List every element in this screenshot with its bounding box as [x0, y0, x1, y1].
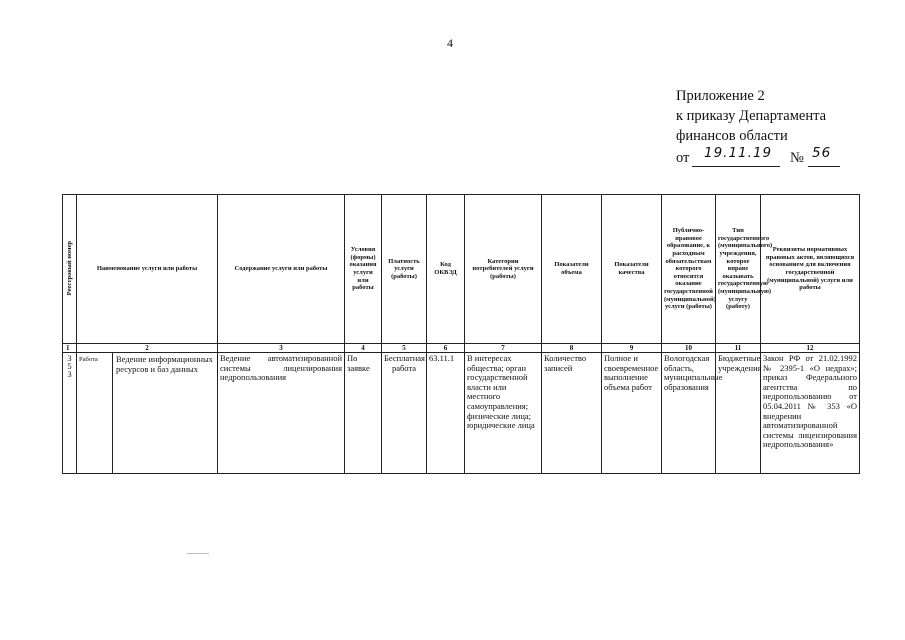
- column-number: 6: [427, 344, 465, 353]
- annex-number: 56: [812, 145, 832, 161]
- cell-paid: Бесплатная работа: [382, 353, 427, 474]
- column-number: 5: [382, 344, 427, 353]
- cell-volume: Количество записей: [542, 353, 602, 474]
- table-row: [63, 353, 860, 474]
- annex-from-label: от: [676, 150, 690, 166]
- column-numbers-row: [63, 344, 860, 353]
- annex-department-line: финансов области: [676, 128, 788, 144]
- cell-institution-type: Бюджетные учреждения: [716, 353, 761, 474]
- number-underline: [808, 166, 840, 167]
- cell-kind: Работа: [77, 353, 113, 473]
- column-number: 11: [716, 344, 761, 353]
- column-number: 7: [465, 344, 542, 353]
- header-content: Содержание услуги или работы: [218, 195, 345, 344]
- header-okved: Код ОКВЭД: [427, 195, 465, 344]
- column-number: 8: [542, 344, 602, 353]
- annex-title: Приложение 2: [676, 88, 765, 104]
- column-number: 9: [602, 344, 662, 353]
- annex-heading: [676, 86, 826, 146]
- header-categories: Категории потребителей услуги (работы): [465, 195, 542, 344]
- cell-categories: В интересах общества; орган государственной власти или местного самоуправления; физические лица; юридические лица: [465, 353, 542, 474]
- annex-date: 19.11.19: [704, 145, 773, 161]
- cell-content: Ведение автоматизированной системы лицензирования недропользования: [218, 353, 345, 474]
- table-header-row: [63, 195, 860, 344]
- header-public-entity: Публично-правовое образование, к расходным обязательствам которого относится оказание государственной (муниципальной) услуги (работы): [662, 195, 716, 344]
- cell-reg-number: 3 5 3: [63, 353, 77, 474]
- cell-service: [77, 353, 218, 474]
- cell-legal-acts: Закон РФ от 21.02.1992 № 2395-1 «О недрах»; приказ Федерального агентства по недропользованию от 05.04.2011 № 353 «О внедрении автоматизированной системы лицензирования недропользования»: [761, 353, 860, 474]
- header-volume: Показатели объема: [542, 195, 602, 344]
- cell-public-entity: Вологодская область, муниципальные образования: [662, 353, 716, 474]
- header-service-name: Наименование услуги или работы: [77, 195, 218, 344]
- cell-service-name: Ведение информационных ресурсов и баз данных: [116, 354, 213, 374]
- date-underline: [692, 166, 780, 167]
- annex-order-line: к приказу Департамента: [676, 108, 827, 124]
- header-reg-number: Реестровый номер: [63, 195, 77, 344]
- page-number: 4: [447, 36, 453, 50]
- header-legal-acts: Реквизиты нормативных правовых актов, являющихся основанием для включения государственной (муниципальной) услуги или работы: [761, 195, 860, 344]
- column-number: 10: [662, 344, 716, 353]
- header-paid: Платность услуги (работы): [382, 195, 427, 344]
- annex-number-label: №: [790, 150, 804, 166]
- header-conditions: Условия (формы) оказания услуги или работы: [345, 195, 382, 344]
- column-number: 12: [761, 344, 860, 353]
- scan-artifact-line: [187, 553, 209, 554]
- column-number: 1: [63, 344, 77, 353]
- column-number: 3: [218, 344, 345, 353]
- cell-conditions: По заявке: [345, 353, 382, 474]
- column-number: 4: [345, 344, 382, 353]
- column-number: 2: [77, 344, 218, 353]
- cell-quality: Полное и своевременное выполнение объема работ: [602, 353, 662, 474]
- cell-okved: 63.11.1: [427, 353, 465, 474]
- header-quality: Показатели качества: [602, 195, 662, 344]
- registry-table: [62, 194, 860, 474]
- header-institution-type: Тип государственного (муниципального) учреждения, которое вправе оказывать государственную (муниципальную) услугу (работу): [716, 195, 761, 344]
